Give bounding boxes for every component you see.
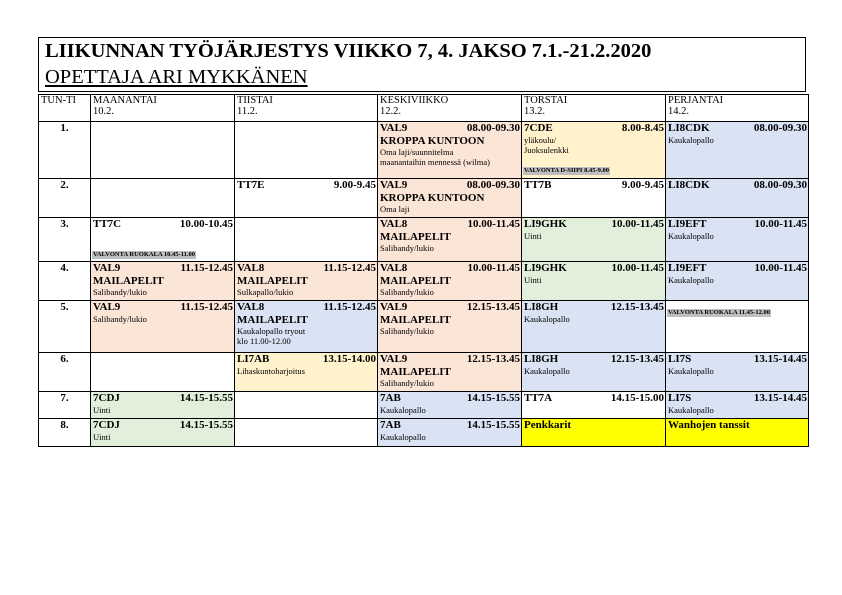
cell-note: Kaukalopallo xyxy=(668,366,714,376)
cell-thu xyxy=(522,353,666,392)
cell-note: Lihaskuntoharjoitus xyxy=(237,366,305,376)
cell-thu xyxy=(522,262,666,301)
time-range: 11.15-12.45 xyxy=(180,301,233,313)
schedule-row xyxy=(39,392,809,419)
cell-note: Salibandy/lukio xyxy=(380,287,434,297)
cell-thu xyxy=(522,392,666,419)
group-code: LI8CDK xyxy=(668,179,710,191)
schedule-row xyxy=(39,419,809,447)
group-code: LI7S xyxy=(668,353,692,365)
cell-note: Salibandy/lukio xyxy=(93,314,147,324)
group-code: VAL8 xyxy=(380,218,408,230)
cell-wed xyxy=(378,262,522,301)
cell-note: Juoksulenkki xyxy=(524,145,569,155)
header-day: KESKIVIIKKO xyxy=(380,95,449,106)
time-range: 10.00-11.45 xyxy=(611,262,664,274)
period-number: 5. xyxy=(39,301,91,353)
time-range: 14.15-15.55 xyxy=(466,392,520,404)
cell-tue xyxy=(235,419,378,447)
page-title: LIIKUNNAN TYÖJÄRJESTYS VIIKKO 7, 4. JAKSO 7.1.-21.2.2020 xyxy=(45,40,652,62)
header-date: 14.2. xyxy=(668,106,689,117)
time-range: 13.15-14.45 xyxy=(753,392,807,404)
cell-note: maanantaihin mennessä (wilma) xyxy=(380,157,490,167)
time-range: 11.15-12.45 xyxy=(323,301,376,313)
header-date: 12.2. xyxy=(380,106,401,117)
group-code: VAL9 xyxy=(93,262,121,274)
time-range: 8.00-8.45 xyxy=(621,122,664,134)
cell-wed xyxy=(378,122,522,179)
supervision-tag: VALVONTA RUOKALA 11.45-12.00 xyxy=(668,309,770,316)
group-code: LI9EFT xyxy=(668,218,707,230)
group-code: LI8GH xyxy=(524,353,559,365)
cell-wed xyxy=(378,392,522,419)
group-code: TT7E xyxy=(237,179,265,191)
course-name: KROPPA KUNTOON xyxy=(380,192,485,204)
group-code: VAL9 xyxy=(380,179,408,191)
cell-note: Kaukalopallo xyxy=(524,314,570,324)
time-range: 10.00-11.45 xyxy=(467,218,520,230)
header-date: 13.2. xyxy=(524,106,545,117)
group-code: LI9GHK xyxy=(524,262,567,274)
cell-thu xyxy=(522,122,666,179)
header-wednesday xyxy=(378,95,522,122)
cell-note: Salibandy/lukio xyxy=(380,378,434,388)
cell-fri xyxy=(666,301,809,353)
cell-mon xyxy=(91,218,235,262)
cell-fri xyxy=(666,218,809,262)
cell-mon xyxy=(91,419,235,447)
group-code: 7CDE xyxy=(524,122,553,134)
cell-tue xyxy=(235,353,378,392)
cell-wed xyxy=(378,301,522,353)
cell-note: Kaukalopallo tryout xyxy=(237,326,306,336)
cell-note: Oma laji xyxy=(380,204,410,214)
course-name: KROPPA KUNTOON xyxy=(380,135,485,147)
time-range: 14.15-15.55 xyxy=(466,419,520,431)
group-code: VAL8 xyxy=(237,301,265,313)
time-range: 9.00-9.45 xyxy=(333,179,376,191)
time-range: 9.00-9.45 xyxy=(621,179,664,191)
teacher-name: OPETTAJA ARI MYKKÄNEN xyxy=(45,66,308,88)
group-code: VAL8 xyxy=(237,262,265,274)
time-range: 10.00-11.45 xyxy=(754,262,807,274)
cell-thu xyxy=(522,218,666,262)
cell-wed xyxy=(378,353,522,392)
course-name: MAILAPELIT xyxy=(380,275,451,287)
header-day: PERJANTAI xyxy=(668,95,724,106)
cell-thu xyxy=(522,301,666,353)
header-tuesday xyxy=(235,95,378,122)
cell-wed xyxy=(378,179,522,218)
group-code: LI9EFT xyxy=(668,262,707,274)
time-range: 12.15-13.45 xyxy=(466,301,520,313)
group-code: 7AB xyxy=(380,419,401,431)
group-code: 7CDJ xyxy=(93,419,120,431)
cell-note: Uinti xyxy=(93,405,111,415)
cell-fri xyxy=(666,353,809,392)
cell-note: Uinti xyxy=(524,231,542,241)
cell-mon xyxy=(91,122,235,179)
course-name: MAILAPELIT xyxy=(237,314,308,326)
schedule-row xyxy=(39,122,809,179)
period-number: 2. xyxy=(39,179,91,218)
header-date: 11.2. xyxy=(237,106,258,117)
time-range: 08.00-09.30 xyxy=(753,122,807,134)
group-code: LI7AB xyxy=(237,353,270,365)
cell-note: Kaukalopallo xyxy=(668,231,714,241)
group-code: LI9GHK xyxy=(524,218,567,230)
schedule-table xyxy=(38,94,809,447)
group-code: 7AB xyxy=(380,392,401,404)
course-name: MAILAPELIT xyxy=(237,275,308,287)
header-date: 10.2. xyxy=(93,106,114,117)
time-range: 12.15-13.45 xyxy=(610,353,664,365)
time-range: 14.15-15.55 xyxy=(179,419,233,431)
cell-note: Kaukalopallo xyxy=(380,432,426,442)
cell-mon xyxy=(91,262,235,301)
course-name: MAILAPELIT xyxy=(380,231,451,243)
supervision-tag: VALVONTA RUOKALA 10.45-11.00 xyxy=(93,251,195,258)
schedule-row xyxy=(39,353,809,392)
header-period: TUN-TI xyxy=(39,95,91,122)
cell-note: Kaukalopallo xyxy=(668,405,714,415)
time-range: 12.15-13.45 xyxy=(466,353,520,365)
event-label: Penkkarit xyxy=(524,419,572,431)
course-name: MAILAPELIT xyxy=(93,275,164,287)
time-range: 08.00-09.30 xyxy=(466,179,520,191)
cell-tue xyxy=(235,122,378,179)
cell-note: Kaukalopallo xyxy=(668,135,714,145)
group-code: LI8GH xyxy=(524,301,559,313)
cell-note: Salibandy/lukio xyxy=(380,243,434,253)
cell-note: Uinti xyxy=(524,275,542,285)
header-row xyxy=(39,95,809,122)
period-number: 1. xyxy=(39,122,91,179)
title-box xyxy=(38,37,806,92)
schedule-row xyxy=(39,262,809,301)
time-range: 14.15-15.55 xyxy=(179,392,233,404)
schedule-row xyxy=(39,179,809,218)
cell-note: Kaukalopallo xyxy=(524,366,570,376)
time-range: 10.00-11.45 xyxy=(611,218,664,230)
time-range: 11.15-12.45 xyxy=(323,262,376,274)
cell-fri xyxy=(666,179,809,218)
cell-fri xyxy=(666,419,809,447)
period-number: 7. xyxy=(39,392,91,419)
time-range: 13.15-14.45 xyxy=(753,353,807,365)
cell-note: Salibandy/lukio xyxy=(380,326,434,336)
group-code: VAL9 xyxy=(380,122,408,134)
time-range: 10.00-10.45 xyxy=(179,218,233,230)
time-range: 10.00-11.45 xyxy=(467,262,520,274)
header-day: MAANANTAI xyxy=(93,95,157,106)
header-monday xyxy=(91,95,235,122)
cell-wed xyxy=(378,419,522,447)
cell-note: Kaukalopallo xyxy=(668,275,714,285)
cell-thu xyxy=(522,179,666,218)
group-code: VAL8 xyxy=(380,262,408,274)
group-code: TT7C xyxy=(93,218,122,230)
cell-note: Oma laji/suunnitelma xyxy=(380,147,454,157)
group-code: LI7S xyxy=(668,392,692,404)
time-range: 08.00-09.30 xyxy=(466,122,520,134)
cell-note: Sulkapallo/lukio xyxy=(237,287,294,297)
cell-mon xyxy=(91,179,235,218)
cell-wed xyxy=(378,218,522,262)
cell-tue xyxy=(235,179,378,218)
time-range: 08.00-09.30 xyxy=(753,179,807,191)
period-number: 4. xyxy=(39,262,91,301)
cell-tue xyxy=(235,301,378,353)
cell-tue xyxy=(235,392,378,419)
group-code: TT7B xyxy=(524,179,552,191)
cell-tue xyxy=(235,262,378,301)
supervision-tag: VALVONTA D-SIIPI 8.45-9.00 xyxy=(524,167,609,174)
group-code: VAL9 xyxy=(380,353,408,365)
cell-note: yläkoulu/ xyxy=(524,135,557,145)
period-number: 8. xyxy=(39,419,91,447)
cell-thu xyxy=(522,419,666,447)
cell-mon xyxy=(91,392,235,419)
time-range: 11.15-12.45 xyxy=(180,262,233,274)
header-day: TIISTAI xyxy=(237,95,273,106)
group-code: VAL9 xyxy=(93,301,121,313)
event-label: Wanhojen tanssit xyxy=(668,419,750,431)
schedule-row xyxy=(39,301,809,353)
schedule-row xyxy=(39,218,809,262)
group-code: 7CDJ xyxy=(93,392,120,404)
period-number: 3. xyxy=(39,218,91,262)
cell-note: klo 11.00-12.00 xyxy=(237,336,291,346)
group-code: VAL9 xyxy=(380,301,408,313)
time-range: 12.15-13.45 xyxy=(610,301,664,313)
cell-fri xyxy=(666,122,809,179)
course-name: MAILAPELIT xyxy=(380,314,451,326)
group-code: LI8CDK xyxy=(668,122,710,134)
cell-fri xyxy=(666,262,809,301)
cell-tue xyxy=(235,218,378,262)
cell-mon xyxy=(91,353,235,392)
time-range: 10.00-11.45 xyxy=(754,218,807,230)
header-day: TORSTAI xyxy=(524,95,568,106)
cell-mon xyxy=(91,301,235,353)
cell-note: Kaukalopallo xyxy=(380,405,426,415)
group-code: TT7A xyxy=(524,392,553,404)
cell-note: Salibandy/lukio xyxy=(93,287,147,297)
time-range: 14.15-15.00 xyxy=(610,392,664,404)
cell-note: Uinti xyxy=(93,432,111,442)
course-name: MAILAPELIT xyxy=(380,366,451,378)
period-number: 6. xyxy=(39,353,91,392)
header-friday xyxy=(666,95,809,122)
header-thursday xyxy=(522,95,666,122)
time-range: 13.15-14.00 xyxy=(322,353,376,365)
cell-fri xyxy=(666,392,809,419)
